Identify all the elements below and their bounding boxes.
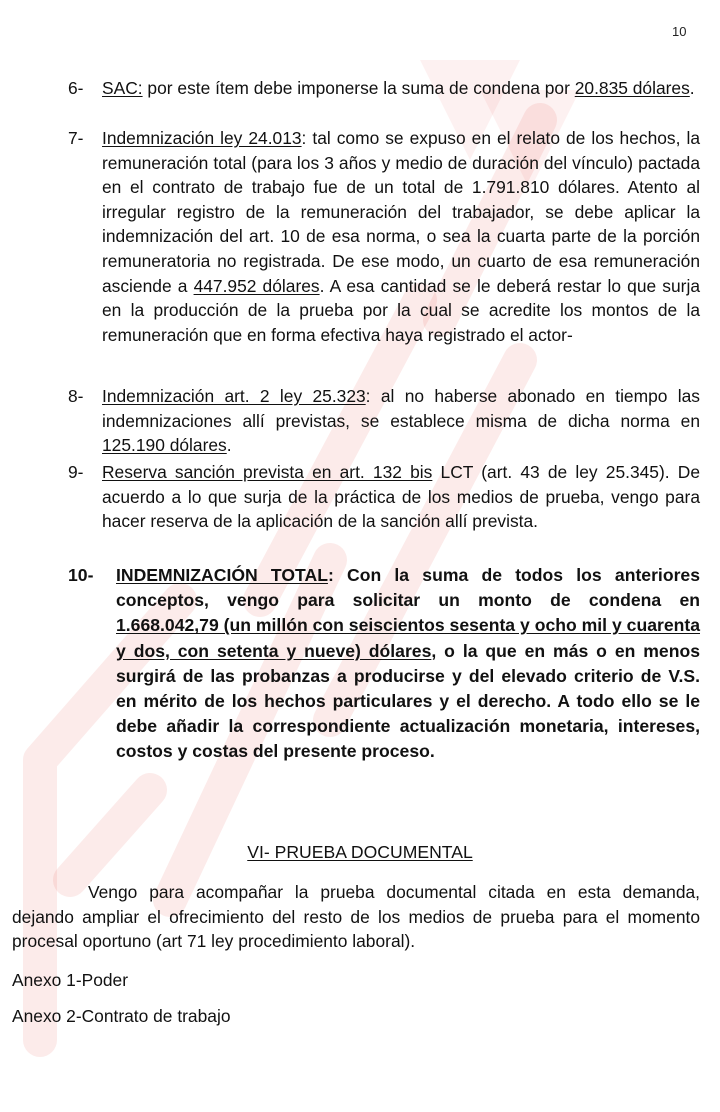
- item-amount: 1.668.042,79 (un millón con seiscientos sesenta y ocho mil y cuarenta y dos, con setenta y nueve) dólares: [116, 615, 700, 661]
- item-text: por este ítem debe imponerse la suma de condena por: [142, 78, 575, 98]
- list-item-9: [68, 460, 700, 534]
- item-number: 7-: [68, 128, 84, 148]
- item-term: Indemnización art. 2 ley 25.323: [102, 386, 366, 406]
- paragraph-text: Vengo para acompañar la prueba documental citada en esta demanda, dejando ampliar el ofrecimiento del resto de los medios de prueba para el momento procesal oportuno (art 71 ley procedimiento laboral).: [12, 882, 700, 952]
- item-term: Reserva sanción prevista en art. 132 bis: [102, 462, 433, 482]
- item-text-end: .: [689, 78, 695, 98]
- item-term: INDEMNIZACIÓN TOTAL: [116, 565, 328, 585]
- item-number: 9-: [68, 462, 84, 482]
- item-term: Indemnización ley 24.013: [102, 128, 302, 148]
- list-item-7: [68, 126, 700, 347]
- item-term: SAC:: [102, 78, 143, 98]
- item-text-end: , o la que en más o en menos surgirá de las probanzas a producirse y del elevado criterio de V.S. en mérito de los hechos particulares y el derecho. A todo ello se le debe añadir la correspondiente actualización monetaria, intereses, costos y costas del presente proceso.: [116, 640, 700, 762]
- section-title-text: VI- PRUEBA DOCUMENTAL: [247, 842, 473, 862]
- list-item-8: [68, 384, 700, 458]
- item-number: 8-: [68, 386, 84, 406]
- item-number: 6-: [68, 78, 84, 98]
- item-amount: 447.952 dólares: [193, 275, 320, 296]
- page-number: 10: [672, 24, 687, 39]
- item-text-end: . A esa cantidad se le deberá restar lo que surja en la producción de la prueba por la cual se acredite los montos de la remuneración que en forma efectiva haya registrado el actor-: [102, 275, 701, 345]
- list-item-10: [68, 563, 700, 765]
- section-title: [0, 842, 720, 863]
- item-text: : al no haberse abonado en tiempo las indemnizaciones allí previstas, se establece misma de dicha norma en: [102, 386, 700, 431]
- annex-1: Anexo 1-Poder: [12, 970, 129, 990]
- list-item-6: [68, 76, 700, 101]
- item-number: 10-: [68, 565, 94, 585]
- annex-2: Anexo 2-Contrato de trabajo: [12, 1006, 231, 1026]
- item-text: LCT (art. 43 de ley 25.345). De acuerdo a lo que surja de la práctica de los medios de prueba, vengo para hacer reserva de la aplicación de la sanción allí prevista.: [102, 462, 700, 532]
- item-amount: 20.835 dólares: [574, 78, 690, 98]
- section-paragraph: [12, 880, 700, 954]
- item-amount: 125.190 dólares: [102, 435, 227, 456]
- item-text-end: .: [226, 435, 232, 456]
- item-text: : tal como se expuso en el relato de los hechos, la remuneración total (para los 3 años y medio de duración del vínculo) pactada en el contrato de trabajo fue de un total de 1.791.810 dólares. Atento al irregular registro de la remuneración del trabajador, se debe aplicar la indemnización del art. 10 de esa norma, o sea la cuarta parte de la porción remuneratoria no registrada. De ese modo, un cuarto de esa remuneración asciende a: [102, 128, 700, 296]
- item-text: : Con la suma de todos los anteriores conceptos, vengo para solicitar un monto de condena en: [116, 565, 700, 611]
